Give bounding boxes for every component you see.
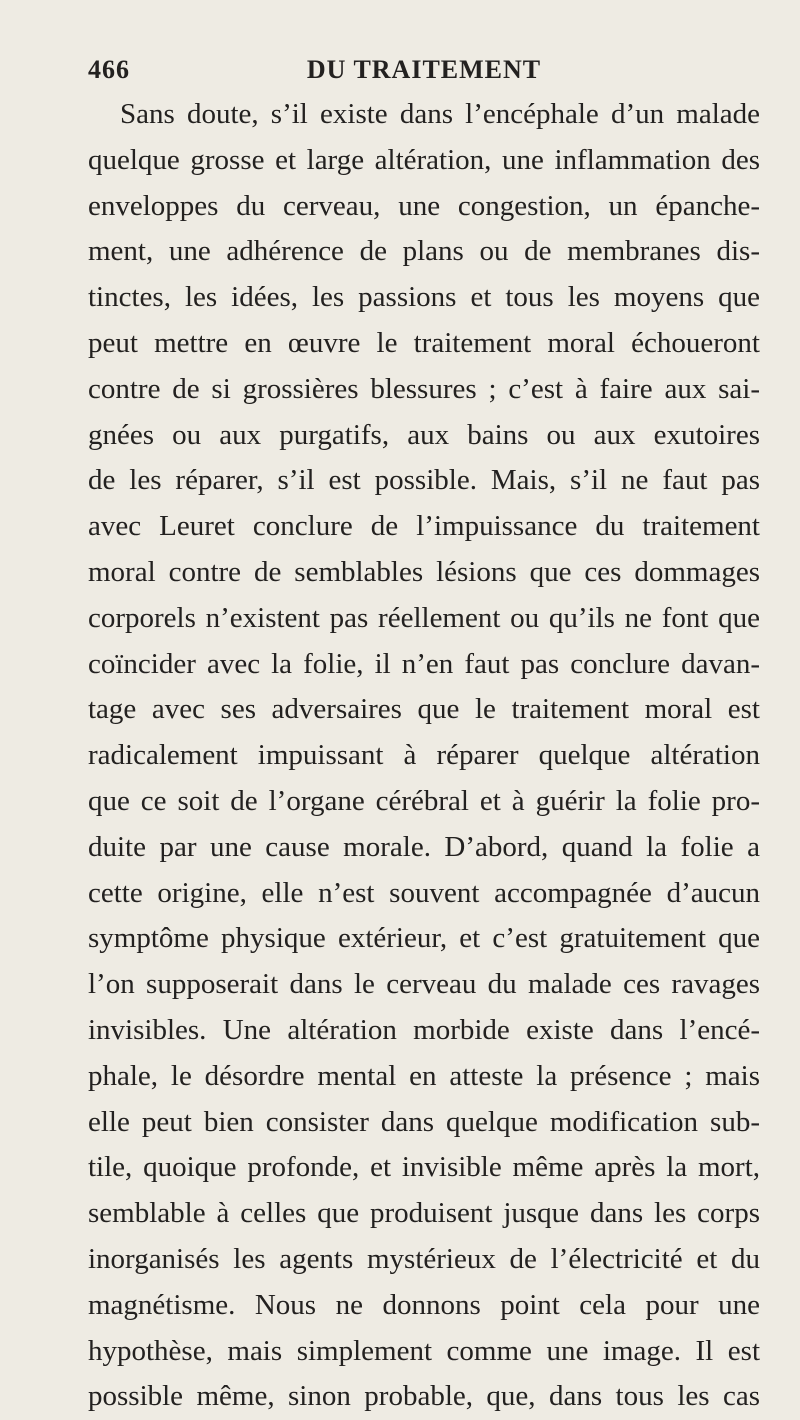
text-line: que ce soit de l’organe cérébral et à guérir la folie pro-	[88, 784, 760, 817]
text-line: possible même, sinon probable, que, dans tous les cas	[88, 1380, 760, 1413]
text-line: quelque grosse et large altération, une inflammation des	[88, 143, 760, 176]
text-line: hypothèse, mais simplement comme une image. Il est	[88, 1334, 760, 1367]
text-line: invisibles. Une altération morbide existe dans l’encé-	[88, 1013, 760, 1046]
text-line: l’on supposerait dans le cerveau du malade ces ravages	[88, 968, 760, 1001]
text-line: peut mettre en œuvre le traitement moral échoueront	[88, 326, 760, 359]
text-line: ment, une adhérence de plans ou de membranes dis-	[88, 235, 760, 268]
text-line: symptôme physique extérieur, et c’est gratuitement que	[88, 922, 760, 955]
body-text	[88, 92, 760, 1420]
page-number: 466	[88, 55, 130, 84]
running-title: DU TRAITEMENT	[306, 55, 542, 84]
text-line: moral contre de semblables lésions que ces dommages	[88, 555, 760, 588]
text-line: inorganisés les agents mystérieux de l’électricité et du	[88, 1242, 760, 1275]
text-line: contre de si grossières blessures ; c’est à faire aux sai-	[88, 372, 760, 405]
text-line: corporels n’existent pas réellement ou qu’ils ne font que	[88, 601, 760, 634]
text-line: coïncider avec la folie, il n’en faut pas conclure davan-	[88, 647, 760, 680]
text-line: cette origine, elle n’est souvent accompagnée d’aucun	[88, 876, 760, 909]
text-line: tinctes, les idées, les passions et tous les moyens que	[88, 281, 760, 314]
text-line: tage avec ses adversaires que le traitement moral est	[88, 693, 760, 726]
text-line: gnées ou aux purgatifs, aux bains ou aux exutoires	[88, 418, 760, 451]
text-line: Sans doute, s’il existe dans l’encéphale d’un malade	[120, 98, 760, 130]
text-line: duite par une cause morale. D’abord, quand la folie a	[88, 830, 760, 863]
text-line: enveloppes du cerveau, une congestion, un épanche-	[88, 189, 760, 222]
text-line: tile, quoique profonde, et invisible même après la mort,	[88, 1151, 760, 1184]
text-line: elle peut bien consister dans quelque modification sub-	[88, 1105, 760, 1138]
text-line: radicalement impuissant à réparer quelque altération	[88, 739, 760, 772]
text-line: magnétisme. Nous ne donnons point cela pour une	[88, 1288, 760, 1321]
text-line: phale, le désordre mental en atteste la présence ; mais	[88, 1059, 760, 1092]
text-line: de les réparer, s’il est possible. Mais, s’il ne faut pas	[88, 464, 760, 497]
page-header	[88, 50, 760, 90]
text-line: semblable à celles que produisent jusque dans les corps	[88, 1197, 760, 1230]
text-line: avec Leuret conclure de l’impuissance du traitement	[88, 510, 760, 543]
